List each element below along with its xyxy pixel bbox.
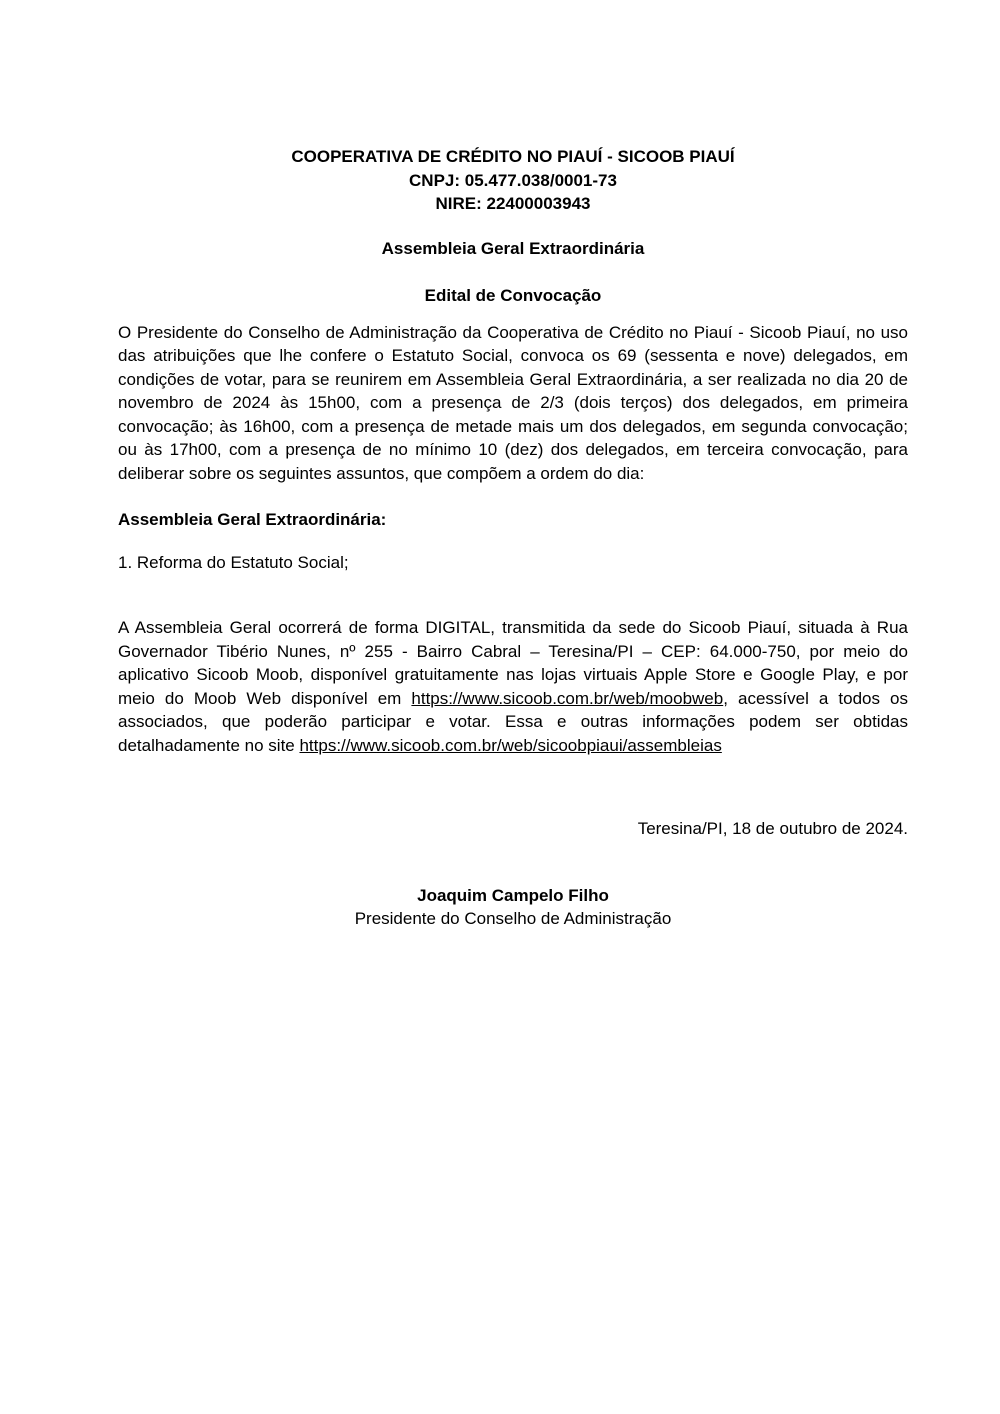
cooperative-name: COOPERATIVA DE CRÉDITO NO PIAUÍ - SICOOB PIAUÍ [291,147,735,166]
digital-paragraph-text-1: A Assembleia Geral ocorrerá de forma DIGITAL, transmitida da sede do Sicoob Piauí, situada à Rua Governador Tibério Nunes, nº 255 - Bairro Cabral – Teresina/PI – CEP: 64.000-750, por meio do aplicativo Sicoob Moob, disponível gratuitamente nas lojas virtuais Apple Store e Google Play, e por meio do Moob Web disponível em [118,618,908,708]
signatory-role: Presidente do Conselho de Administração [354,909,672,928]
signatory-name: Joaquim Campelo Filho [417,885,609,905]
agenda-heading: Assembleia Geral Extraordinária: [118,510,387,529]
digital-paragraph-text-2: , acessível a todos os associados, que poderão participar e votar. Essa e outras informações podem ser obtidas detalhadamente no site [118,688,909,755]
agenda-item-1: 1. Reforma do Estatuto Social; [118,552,349,572]
digital-assembly-paragraph [118,616,908,757]
assembleias-link[interactable]: https://www.sicoob.com.br/web/sicoobpiaui/assembleias [299,735,722,755]
moobweb-link[interactable]: https://www.sicoob.com.br/web/moobweb [411,688,724,708]
document-header [118,145,908,216]
nire-line: NIRE: 22400003943 [435,194,591,213]
date-location-line: Teresina/PI, 18 de outubro de 2024. [637,819,908,838]
edital-subtitle: Edital de Convocação [424,286,602,305]
signature-block [118,884,908,931]
assembly-title: Assembleia Geral Extraordinária [381,238,645,258]
convocation-paragraph: O Presidente do Conselho de Administração da Cooperativa de Crédito no Piauí - Sicoob Piauí, no uso das atribuições que lhe confere o Estatuto Social, convoca os 69 (sessenta e nove) delegados, em condições de votar, para se reunirem em Assembleia Geral Extraordinária, a ser realizada no dia 20 de novembro de 2024 às 15h00, com a presença de 2/3 (dois terços) dos delegados, em primeira convocação; às 16h00, com a presença de metade mais um dos delegados, em segunda convocação; ou às 17h00, com a presença de no mínimo 10 (dez) dos delegados, em terceira convocação, para deliberar sobre os seguintes assuntos, que compõem a ordem do dia: [118,322,908,483]
cnpj-line: CNPJ: 05.477.038/0001-73 [409,170,617,190]
